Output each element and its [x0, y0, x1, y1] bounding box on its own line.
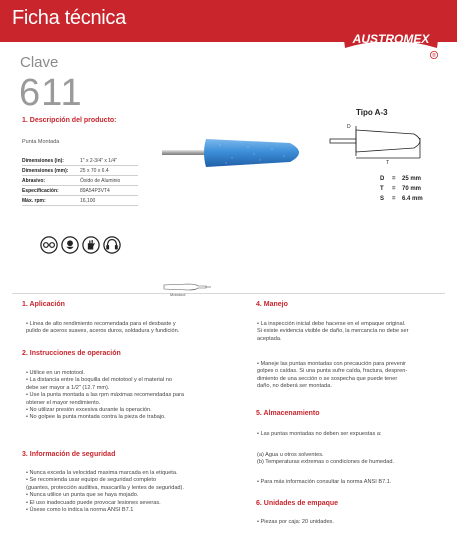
section-title-manejo: 4. Manejo [256, 301, 288, 308]
almacenamiento-text-a [257, 431, 450, 438]
text-line: • Nunca utilice un punta que se haya mojado. [26, 492, 139, 499]
text-line: • Maneje las puntas montadas con precaución para prevenir [257, 361, 407, 367]
ear-protection-icon [103, 236, 121, 254]
spec-key: Dimensiones (mm): [22, 168, 69, 174]
spec-row [22, 166, 138, 176]
dimension-row [380, 184, 423, 194]
brand-name: AUSTROMEX [352, 32, 430, 46]
almacenamiento-text-c [257, 479, 450, 486]
spec-value: 16,100 [80, 198, 96, 204]
empaque-text [257, 519, 450, 526]
dimension-equals: = [392, 196, 396, 202]
spec-value: 25 x 70 x 6.4 [80, 168, 109, 174]
dimension-row [380, 194, 423, 204]
text-line: pulido de aceros suaves, aceros duros, soldadura y fundición. [26, 328, 180, 335]
tipo-title: Tipo A-3 [356, 108, 388, 117]
text-line: • No golpee la punta montada contra la pieza de trabajo. [26, 414, 166, 421]
text-line: golpes o caídas. Si una punta sufre caída, fractura, despren- [257, 368, 408, 375]
section-title-seguridad: 3. Información de seguridad [22, 451, 116, 458]
description-value: Punta Montada [22, 139, 60, 145]
manejo-text-b [257, 361, 450, 391]
mototool-caption: Mototool [170, 292, 186, 297]
text-line: • Nunca exceda la velocidad maxima marcada en la etiqueta. [26, 470, 178, 476]
spec-value: 1" x 2-3/4" x 1/4" [80, 158, 118, 164]
text-line: (guantes, protección auditiva, mascarilla y lentes de seguridad). [26, 484, 184, 491]
goggles-icon [40, 236, 58, 254]
text-line: aceptada. [257, 335, 282, 342]
tipo-label-d: D [347, 124, 351, 130]
spec-key: Dimensiones (in): [22, 158, 64, 164]
spec-row [22, 196, 138, 206]
spec-key: Abrasivo: [22, 178, 46, 184]
text-line: • Use la punta montada a las rpm máximas recomendadas para [26, 392, 185, 399]
respirator-icon [61, 236, 79, 254]
clave-label: Clave [20, 54, 59, 71]
dimension-key: D [380, 176, 385, 182]
spec-value: 89A54P3VT4 [80, 188, 110, 194]
text-line: • Se recomienda usar equipo de seguridad completo [26, 477, 157, 484]
text-line: • Piezas por caja: 20 unidades. [257, 519, 334, 525]
dimension-key: T [380, 186, 384, 192]
manejo-text-a [257, 321, 450, 343]
brand-registered: ® [432, 53, 436, 60]
clave-number: 611 [19, 72, 83, 114]
spec-row [22, 156, 138, 166]
spec-row [22, 186, 138, 196]
dimension-value: 6.4 mm [402, 196, 423, 202]
dimension-equals: = [392, 176, 396, 182]
safety-icons [40, 236, 121, 256]
spec-value: Óxido de Aluminio [80, 178, 121, 184]
aplicacion-text [26, 321, 241, 336]
dimension-value: 70 mm [402, 186, 422, 192]
brand-logo [339, 18, 443, 60]
text-line: • El uso inadecuado puede provocar lesiones severas. [26, 499, 161, 506]
spec-key: Especificación: [22, 188, 59, 194]
dimension-key: S [380, 196, 385, 202]
dimensions-list [380, 174, 423, 204]
seguridad-text [26, 470, 241, 514]
text-line: • Las puntas montadas no deben ser expuestas a: [257, 431, 382, 437]
section-title-empaque: 6. Unidades de empaque [256, 500, 339, 507]
text-line: Si existe evidencia visible de daño, la mercancía no debe ser [257, 328, 409, 335]
text-line: dimiento de una sección o se sospecha que puede tener [257, 375, 398, 382]
text-line: • Para más información consultar la norma ANSI B7.1. [257, 479, 392, 485]
text-line: (b) Temperaturas extremas o condiciones de humedad. [257, 459, 395, 466]
section-divider [12, 293, 445, 294]
section-title-aplicacion: 1. Aplicación [22, 301, 65, 308]
gloves-icon [82, 236, 100, 254]
text-line: • La distancia entre la boquilla del mototool y el material no [26, 377, 172, 384]
text-line: obtener el mayor rendimiento. [26, 399, 101, 406]
text-line: • Utilice en un mototool. [26, 370, 85, 376]
text-line: • No utilizar presión excesiva durante la operación. [26, 407, 152, 414]
description-title: 1. Descripción del producto: [22, 117, 117, 124]
text-line: • Úsese como lo indica la norma ANSI B7.1 [26, 507, 134, 514]
text-line: • Línea de alto rendimiento recomendada para el desbaste y [26, 321, 176, 327]
section-title-instrucciones: 2. Instrucciones de operación [22, 350, 121, 357]
tipo-label-t: T [386, 160, 390, 166]
text-line: (a) Agua u otros solventes. [257, 452, 324, 458]
spec-key: Máx. rpm: [22, 198, 46, 204]
tipo-diagram [326, 118, 436, 168]
page-title: Ficha técnica [12, 7, 126, 29]
dimension-equals: = [392, 186, 396, 192]
section-title-almacenamiento: 5. Almacenamiento [256, 410, 320, 417]
text-line: • La inspección inicial debe hacerse en el empaque original. [257, 321, 406, 327]
instrucciones-text [26, 370, 241, 422]
text-line: daño, no deberá ser montada. [257, 383, 332, 390]
text-line: debe ser mayor a 1/2" (12.7 mm). [26, 384, 110, 391]
spec-row [22, 176, 138, 186]
spec-table [22, 156, 138, 206]
product-image [160, 125, 310, 181]
almacenamiento-text-b [257, 452, 450, 467]
dimension-value: 25 mm [402, 176, 422, 182]
dimension-row [380, 174, 423, 184]
